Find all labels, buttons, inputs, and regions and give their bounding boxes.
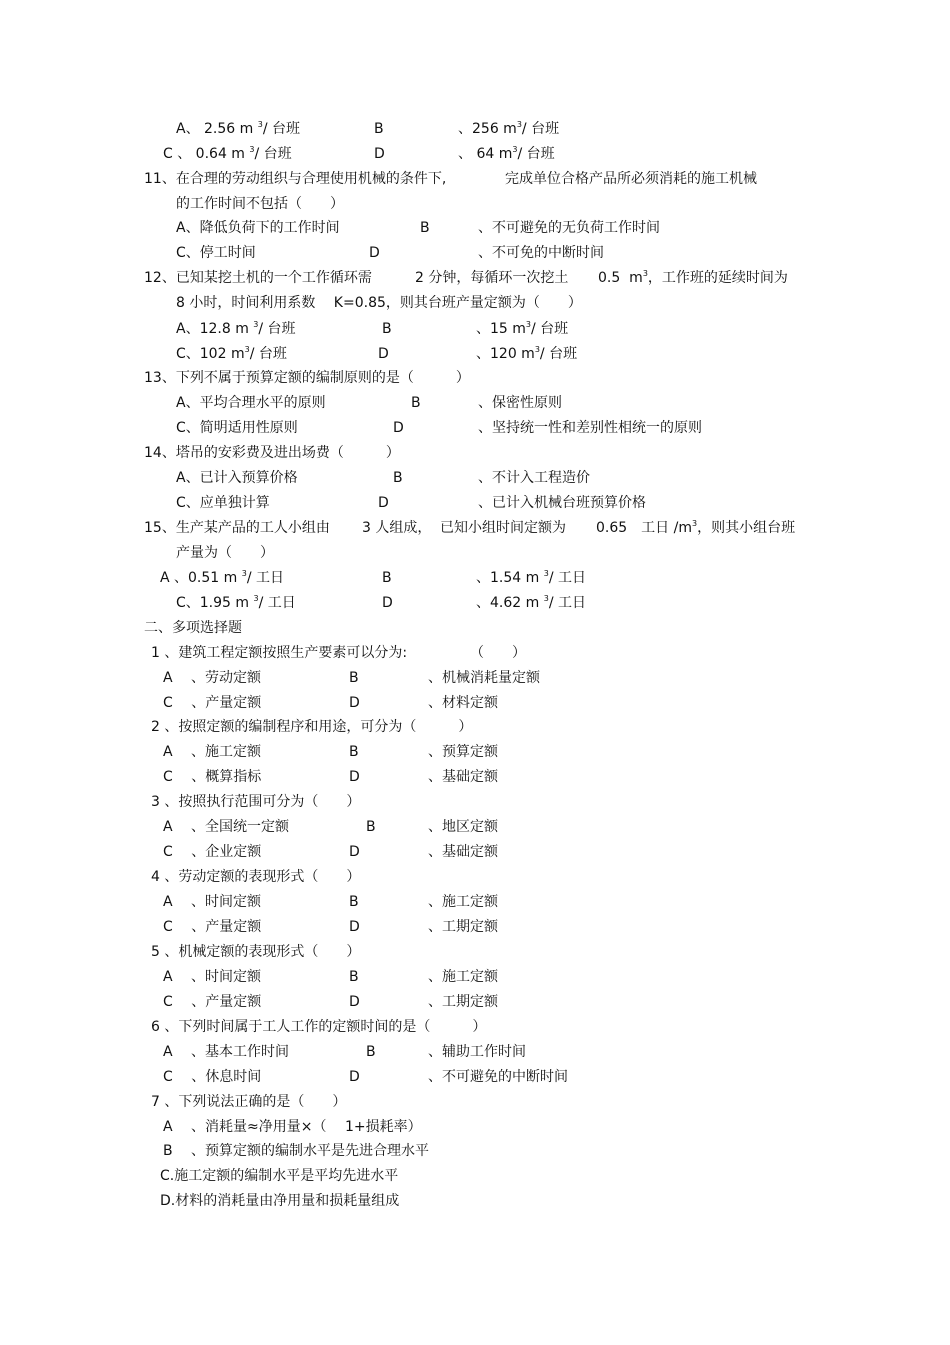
option-c: C 、产量定额 [163, 919, 262, 935]
option-b: 、保密性原则 [478, 395, 562, 411]
option-c: C、应单独计算 [176, 495, 270, 511]
option-b-label: B [349, 969, 359, 985]
option-b: 、地区定额 [428, 819, 498, 835]
option-d-label: D [382, 595, 393, 611]
q15-stem-line2: 产量为（ ） [176, 545, 274, 561]
option-d: 、工期定额 [428, 919, 498, 935]
option-d-label: D [349, 695, 360, 711]
option-d-label: D [349, 919, 360, 935]
option-d: D.材料的消耗量由净用量和损耗量组成 [160, 1193, 400, 1209]
option-b-label: B [411, 395, 421, 411]
m1-stem-text: 1 、建筑工程定额按照生产要素可以分为: [151, 645, 408, 661]
q12-stem-part3: 0.5 $m^3$，工作班的延续时间为 [598, 269, 788, 286]
option-c: C 、企业定额 [163, 844, 262, 860]
q11-stem-line2: 的工作时间不包括（ ） [176, 196, 344, 212]
q15-stem-part3: 已知小组时间定额为 [440, 520, 566, 536]
option-d: 、 64 $m^3/$ 台班 [458, 145, 555, 162]
option-c: C、102 $m^3/$ 台班 [176, 345, 287, 362]
q13-stem: 13、下列不属于预算定额的编制原则的是（ ） [144, 370, 470, 386]
option-b-label: B [393, 470, 403, 486]
option-a: A 、基本工作时间 [163, 1044, 290, 1060]
m2-stem: 2 、按照定额的编制程序和用途，可分为（ ） [151, 719, 473, 735]
option-b: 、施工定额 [428, 969, 498, 985]
option-d-label: D [349, 769, 360, 785]
option-d: 、基础定额 [428, 844, 498, 860]
option-a: A、平均合理水平的原则 [176, 395, 326, 411]
option-d: 、不可避免的中断时间 [428, 1069, 568, 1085]
option-d-label: D [378, 495, 389, 511]
option-b: 、机械消耗量定额 [428, 670, 540, 686]
option-a: A 、劳动定额 [163, 670, 262, 686]
option-d: 、4.62 m $^3$/ 工日 [476, 594, 586, 611]
q15-stem-part4: 0.65 工日 $/m^3$，则其小组台班 [596, 519, 796, 536]
option-b-label: B [349, 894, 359, 910]
m4-stem: 4 、劳动定额的表现形式（ ） [151, 869, 361, 885]
option-c: C、停工时间 [176, 245, 256, 261]
option-c: C、简明适用性原则 [176, 420, 298, 436]
option-b: 、15 $m^3/$ 台班 [476, 320, 569, 337]
option-a: A 、0.51 m $^3$/ 工日 [160, 569, 285, 586]
q14-stem: 14、塔吊的安彩费及进出场费（ ） [144, 445, 400, 461]
option-b: 、1.54 m $^3$/ 工日 [476, 569, 586, 586]
option-b-label: B [349, 670, 359, 686]
option-c: C 、产量定额 [163, 695, 262, 711]
option-b: 、施工定额 [428, 894, 498, 910]
option-b: B 、预算定额的编制水平是先进合理水平 [163, 1143, 430, 1159]
option-d: 、基础定额 [428, 769, 498, 785]
option-d: 、工期定额 [428, 994, 498, 1010]
option-d-label: D [369, 245, 380, 261]
option-b: 、不可避免的无负荷工作时间 [478, 220, 660, 236]
option-d: 、已计入机械台班预算价格 [478, 495, 646, 511]
option-b: 、不计入工程造价 [478, 470, 590, 486]
option-c: C.施工定额的编制水平是平均先进水平 [160, 1168, 399, 1184]
option-b-label: B [366, 1044, 376, 1060]
q12-stem-line2: 8 小时，时间利用系数 K=0.85，则其台班产量定额为（ ） [176, 295, 582, 311]
option-a: A、12.8 m $^3$/ 台班 [176, 320, 296, 337]
option-a: A、 2.56 m $^3$/ 台班 [176, 120, 301, 137]
option-b: 、辅助工作时间 [428, 1044, 526, 1060]
option-b: 、预算定额 [428, 744, 498, 760]
m3-stem: 3 、按照执行范围可分为（ ） [151, 794, 361, 810]
m7-stem: 7 、下列说法正确的是（ ） [151, 1094, 347, 1110]
m5-stem: 5 、机械定额的表现形式（ ） [151, 944, 361, 960]
option-c: C 、 0.64 m $^3$/ 台班 [163, 145, 292, 162]
q15-stem-part2: 3 人组成， [362, 520, 432, 536]
q12-stem-part1: 12、已知某挖土机的一个工作循环需 [144, 270, 372, 286]
option-b-label: B [382, 570, 392, 586]
q11-stem-part1: 11、在合理的劳动组织与合理使用机械的条件下, [144, 171, 447, 187]
option-a: A、已计入预算价格 [176, 470, 298, 486]
option-b-label: B [366, 819, 376, 835]
q11-stem-part2: 完成单位合格产品所必须消耗的施工机械 [505, 171, 757, 187]
option-c: C 、产量定额 [163, 994, 262, 1010]
option-d-label: D [378, 346, 389, 362]
option-d: 、坚持统一性和差别性相统一的原则 [478, 420, 702, 436]
option-d: 、120 $m^3/$ 台班 [476, 345, 578, 362]
option-d-label: D [349, 1069, 360, 1085]
option-d: 、不可免的中断时间 [478, 245, 604, 261]
option-b-label: B [382, 321, 392, 337]
option-a: A 、全国统一定额 [163, 819, 290, 835]
section-title: 二、多项选择题 [144, 620, 242, 636]
option-d-label: D [393, 420, 404, 436]
option-a: A 、消耗量≈净用量×（ 1+损耗率） [163, 1119, 422, 1135]
option-a: A 、时间定额 [163, 969, 262, 985]
option-d-label: D [374, 146, 385, 162]
q15-stem-part1: 15、生产某产品的工人小组由 [144, 520, 330, 536]
option-a: A 、时间定额 [163, 894, 262, 910]
option-c: C 、概算指标 [163, 769, 262, 785]
option-b-label: B [420, 220, 430, 236]
q12-stem-part2: 2 分钟，每循环一次挖土 [415, 270, 569, 286]
option-c: C、1.95 m $^3$/ 工日 [176, 594, 296, 611]
option-b-label: B [349, 744, 359, 760]
option-b-label: B [374, 121, 384, 137]
option-a: A、降低负荷下的工作时间 [176, 220, 340, 236]
option-b: 、256 $m^3/$ 台班 [458, 120, 560, 137]
option-c: C 、休息时间 [163, 1069, 262, 1085]
m1-stem-paren: （ ） [470, 645, 526, 661]
option-d-label: D [349, 994, 360, 1010]
option-a: A 、施工定额 [163, 744, 262, 760]
option-d-label: D [349, 844, 360, 860]
option-d: 、材料定额 [428, 695, 498, 711]
m6-stem: 6 、下列时间属于工人工作的定额时间的是（ ） [151, 1019, 487, 1035]
